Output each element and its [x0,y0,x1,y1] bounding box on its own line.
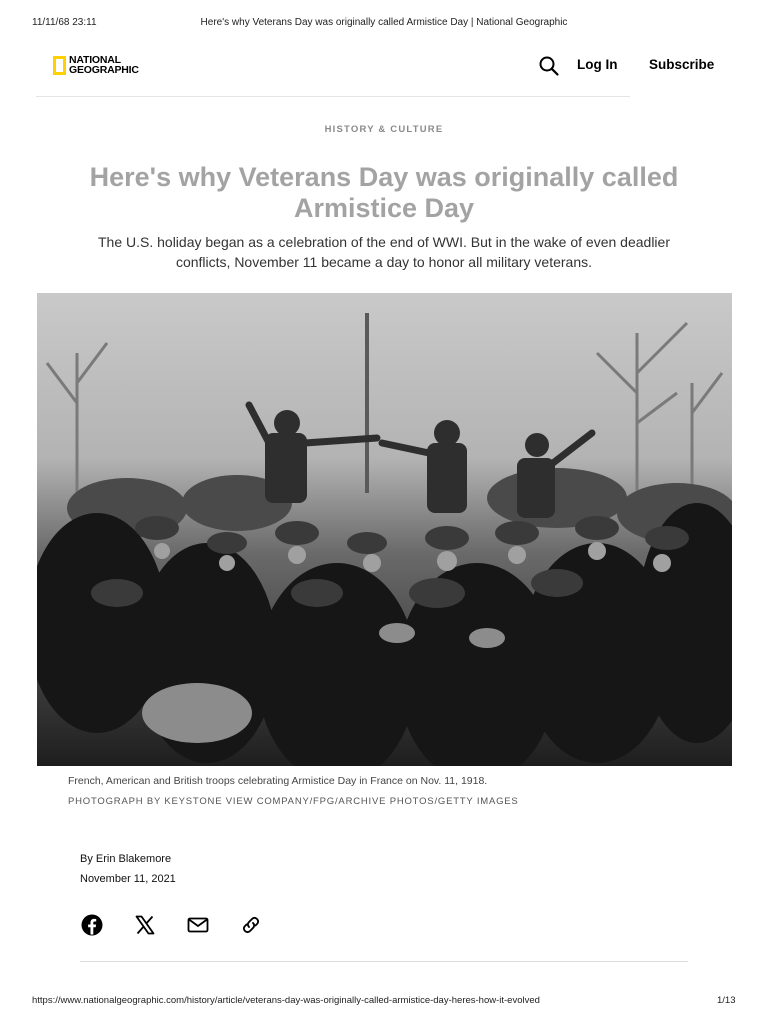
header-divider [36,96,630,97]
print-datetime: 11/11/68 23:11 [32,17,97,28]
link-icon[interactable] [239,913,263,937]
byline: By Erin Blakemore [80,853,172,865]
share-divider [80,961,688,962]
publish-date: November 11, 2021 [80,873,176,885]
subscribe-link[interactable]: Subscribe [649,57,715,72]
yellow-border-icon [53,56,66,75]
logo-line-2: GEOGRAPHIC [69,64,139,76]
print-url: https://www.nationalgeographic.com/history/article/veterans-day-was-originally-called-armistice-day-heres-how-it-evolved [32,995,540,1006]
print-header [0,17,768,31]
x-icon[interactable] [133,913,157,937]
print-page-title: Here's why Veterans Day was originally called Armistice Day | National Geographic [200,17,568,28]
natgeo-logo[interactable] [53,53,139,77]
mail-icon[interactable] [186,913,210,937]
login-link[interactable]: Log In [577,57,618,72]
photo-credit: PHOTOGRAPH BY KEYSTONE VIEW COMPANY/FPG/ARCHIVE PHOTOS/GETTY IMAGES [68,796,519,807]
section-kicker[interactable]: HISTORY & CULTURE [324,124,444,135]
article-dek: The U.S. holiday began as a celebration of the end of WWI. But in the wake of even deadlier conflicts, November 11 became a day to honor all military veterans. [97,234,670,270]
hero-photograph [37,293,732,766]
search-icon[interactable] [538,55,560,77]
site-header [0,40,768,98]
logo-text [69,55,139,75]
share-bar [80,913,292,937]
article-headline: Here's why Veterans Day was originally called Armistice Day [89,162,679,223]
print-page-number: 1/13 [717,995,736,1006]
photo-caption: French, American and British troops celebrating Armistice Day in France on Nov. 11, 1918. [68,775,488,787]
facebook-icon[interactable] [80,913,104,937]
logo-line-1: NATIONAL [69,54,121,66]
